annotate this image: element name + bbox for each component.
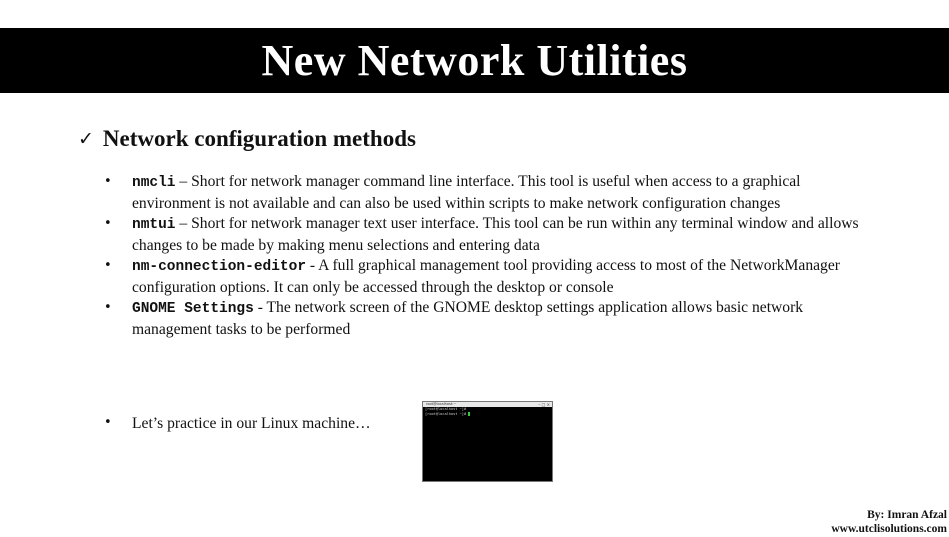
bullet-icon: • — [104, 300, 112, 315]
command-description: - A full graphical management tool providing access to most of the NetworkManager configuration options. It can only be accessed through the desktop or console — [132, 257, 840, 296]
command-name: nmcli — [132, 175, 176, 191]
methods-list — [104, 172, 864, 340]
window-controls-icon: – □ × — [538, 402, 550, 407]
bullet-icon: • — [104, 415, 112, 430]
command-name: nmtui — [132, 217, 176, 233]
terminal-line — [423, 412, 552, 417]
slide-title: New Network Utilities — [261, 36, 688, 85]
bullet-icon: • — [104, 216, 112, 231]
list-item — [104, 298, 864, 340]
terminal-prompt: [root@localhost ~]# — [425, 411, 469, 416]
list-item — [104, 214, 864, 256]
list-item — [104, 172, 864, 214]
author-credit: By: Imran Afzal — [867, 509, 947, 521]
heading-text: Network configuration methods — [102, 126, 416, 151]
website-credit: www.utclisolutions.com — [831, 523, 947, 535]
command-description: - The network screen of the GNOME desktop settings application allows basic network management tasks to be performed — [132, 299, 804, 338]
list-item — [104, 256, 864, 298]
practice-item — [104, 415, 371, 433]
terminal-titlebar — [423, 402, 552, 407]
cursor-icon — [468, 412, 470, 416]
credit-block — [831, 508, 947, 536]
command-description: – Short for network manager command line interface. This tool is useful when access to a graphical environment is not available and can also be used within scripts to make network configuration changes — [132, 173, 801, 212]
terminal-title: root@localhost:~ — [426, 402, 457, 406]
terminal-line: [root@localhost ~]# — [425, 407, 467, 411]
practice-text: Let’s practice in our Linux machine… — [132, 415, 371, 432]
checkmark-icon: ✓ — [78, 128, 94, 150]
command-name: nm-connection-editor — [132, 259, 307, 275]
title-bar — [0, 28, 949, 93]
command-name: GNOME Settings — [132, 301, 254, 317]
bullet-icon: • — [104, 258, 112, 273]
section-heading — [78, 126, 416, 152]
command-description: – Short for network manager text user interface. This tool can be run within any terminal window and allows changes to be made by making menu selections and entering data — [132, 215, 859, 254]
bullet-icon: • — [104, 174, 112, 189]
terminal-screenshot — [422, 401, 553, 482]
